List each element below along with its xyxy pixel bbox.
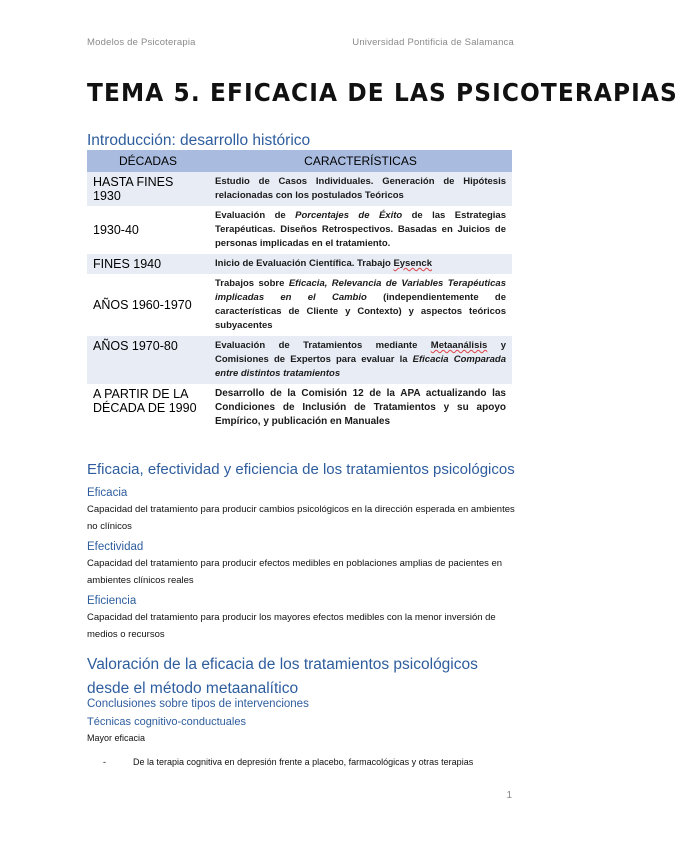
def-efectividad: Capacidad del tratamiento para producir efectos medibles en poblaciones amplias de pacientes en ambientes clínicos reales: [87, 558, 503, 586]
cell-text-emphasis: Eficacia Comparada entre distintos tratamientos: [215, 354, 506, 379]
table-cell-decade: 1930-40: [87, 206, 209, 254]
table-header-decadas: DÉCADAS: [87, 150, 209, 172]
valoracion-heading: Valoración de la eficacia de los tratamientos psicológicos desde el método metaanalítico: [87, 656, 478, 697]
table-cell-text: [209, 336, 512, 384]
table-cell-text: Desarrollo de la Comisión 12 de la APA actualizando las Condiciones de Inclusión de Tratamientos y su apoyo Empírico, y publicación en Manuales: [209, 384, 512, 432]
page-title: TEMA 5. EFICACIA DE LAS PSICOTERAPIAS: [87, 78, 678, 107]
list-item: [87, 757, 473, 767]
cell-text-part: Evaluación de: [215, 210, 296, 221]
dash-marker: -: [103, 757, 106, 767]
cell-text-emphasis: Eficacia, Relevancia de Variables Terapéuticas implicadas en el Cambio: [215, 278, 506, 303]
decades-table: [87, 150, 512, 432]
table-row: [87, 206, 512, 254]
cell-text-part: Inicio de Evaluación Científica. Trabajo: [215, 258, 394, 269]
term-eficiencia: Eficiencia: [87, 595, 137, 607]
cell-text-marked: Eysenck: [393, 258, 432, 269]
efficacy-heading: Eficacia, efectividad y eficiencia de los tratamientos psicológicos: [87, 461, 515, 478]
table-cell-text: [209, 254, 512, 274]
def-eficiencia: Capacidad del tratamiento para producir los mayores efectos medibles con la menor inversión de medios o recursos: [87, 612, 496, 640]
bullet-list: [87, 757, 473, 767]
table-cell-decade: FINES 1940: [87, 254, 209, 274]
cell-text-emphasis: Porcentajes de Éxito: [295, 210, 403, 221]
table-row: [87, 172, 512, 206]
table-cell-text: [209, 206, 512, 254]
table-cell-decade: A PARTIR DE LA DÉCADA DE 1990: [87, 384, 209, 432]
intro-heading: Introducción: desarrollo histórico: [87, 132, 311, 149]
cell-text-part: y Comisiones de Expertos para evaluar la: [215, 340, 506, 365]
tecnicas-subheading: Técnicas cognitivo-conductuales: [87, 716, 246, 728]
mayor-eficacia-text: Mayor eficacia: [87, 733, 146, 743]
table-cell-decade: AÑOS 1960-1970: [87, 274, 209, 336]
cell-text-part: de las Estrategias Terapéuticas. Diseños Retrospectivos. Basadas en Juicios de personas implicadas en el tratamiento.: [215, 210, 506, 249]
table-header-row: [87, 150, 512, 172]
header-left: Modelos de Psicoterapia: [87, 37, 196, 48]
def-eficacia: Capacidad del tratamiento para producir cambios psicológicos en la dirección esperada en ambientes no clínicos: [87, 504, 515, 532]
table-cell-text: [209, 274, 512, 336]
conclusiones-subheading: Conclusiones sobre tipos de intervenciones: [87, 698, 309, 710]
cell-text-part: Evaluación de Tratamientos mediante: [215, 340, 431, 351]
list-item-text: De la terapia cognitiva en depresión frente a placebo, farmacológicas y otras terapias: [133, 757, 474, 767]
page-number: 1: [506, 790, 512, 801]
cell-text-marked: Metaanálisis: [430, 340, 488, 351]
table-cell-decade: AÑOS 1970-80: [87, 336, 209, 384]
table-header-caracteristicas: CARACTERÍSTICAS: [209, 150, 512, 172]
table-row: [87, 274, 512, 336]
header-right: Universidad Pontificia de Salamanca: [352, 37, 514, 48]
table-cell-decade: HASTA FINES 1930: [87, 172, 209, 206]
table-row: [87, 336, 512, 384]
term-eficacia: Eficacia: [87, 487, 128, 499]
cell-text-part: Trabajos sobre: [215, 278, 289, 289]
cell-text-part: (independientemente de características de Cliente y Contexto) y aspectos teóricos subyacentes: [215, 292, 507, 331]
table-row: [87, 384, 512, 432]
table-cell-text: Estudio de Casos Individuales. Generación de Hipótesis relacionadas con los postulados Teóricos: [209, 172, 512, 206]
table-row: [87, 254, 512, 274]
term-efectividad: Efectividad: [87, 541, 144, 553]
